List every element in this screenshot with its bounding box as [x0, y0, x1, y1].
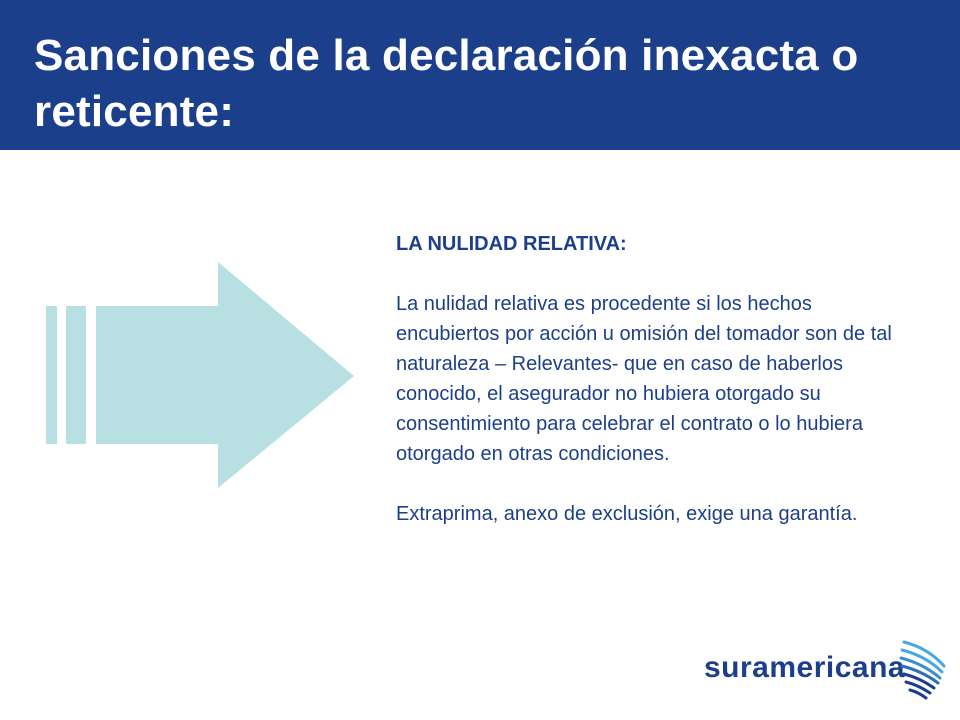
suramericana-logo — [700, 636, 950, 706]
section-heading: LA NULIDAD RELATIVA: — [396, 233, 627, 255]
arrow-stripe — [46, 306, 57, 444]
arrow-stripe — [66, 306, 86, 444]
logo-text: suramericana — [704, 651, 906, 684]
arrow-body — [96, 262, 354, 488]
arrow-right-icon — [46, 262, 356, 490]
slide-title: Sanciones de la declaración inexacta o reticente: — [34, 31, 859, 136]
slide-content — [396, 229, 906, 529]
body-paragraph: Extraprima, anexo de exclusión, exige una garantía. — [396, 503, 858, 525]
title-bar — [0, 0, 960, 150]
body-paragraph: La nulidad relativa es procedente si los hechos encubiertos por acción u omisión del tomador son de tal naturaleza – Relevantes- que en caso de haberlos conocido, el asegurador no hubiera otorgado su consentimiento para celebrar el contrato o lo hubiera otorgado en otras condiciones. — [396, 293, 892, 465]
sura-wing-icon — [898, 638, 948, 702]
